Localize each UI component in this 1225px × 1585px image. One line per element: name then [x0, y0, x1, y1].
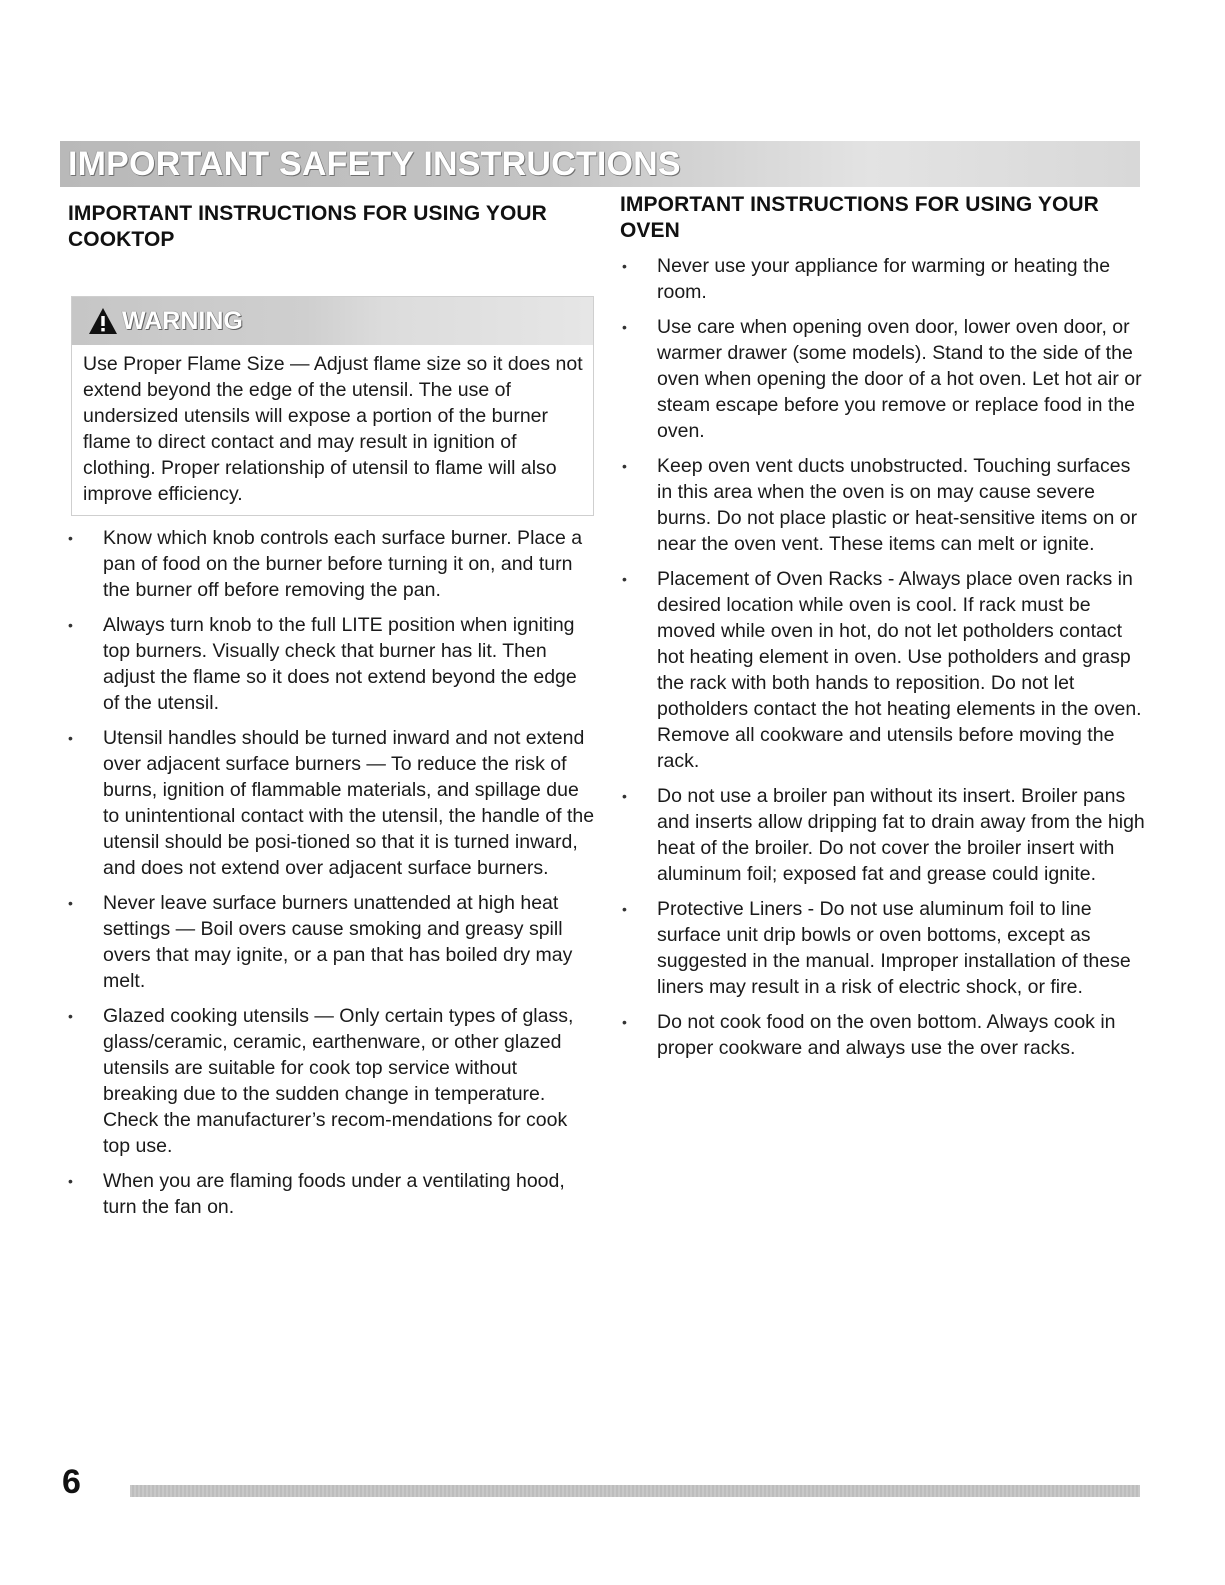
bullet-icon: • — [68, 895, 73, 911]
page-title: IMPORTANT SAFETY INSTRUCTIONS — [68, 145, 681, 183]
list-item: • Placement of Oven Racks - Always place oven racks in desired location while oven is cool. If rack must be moved while oven in hot, do not let potholders contact hot heating element in oven. Use potholders and grasp the rack with both hands to reposition. Do not let potholders contact the hot heating elements in the oven. Remove all cookware and utensils before moving the rack. — [622, 568, 1142, 772]
list-item: • Use care when opening oven door, lower oven door, or warmer drawer (some models). Stand to the side of the oven when opening the door of a hot oven. Let hot air or steam escape before you remove or replace food in the oven. — [622, 316, 1142, 442]
bullet-icon: • — [622, 258, 627, 274]
bullet-icon: • — [68, 1008, 73, 1024]
footer-rule — [130, 1485, 1140, 1497]
bullet-icon: • — [68, 730, 73, 746]
warning-header — [72, 297, 593, 345]
list-item: • Utensil handles should be turned inward and not extend over adjacent surface burners — To reduce the risk of burns, ignition of flammable materials, and spillage due to unintentional contact with the utensil, the handle of the utensil should be posi-tioned so that it is turned inward, and does not extend over adjacent surface burners. — [68, 727, 595, 879]
bullet-icon: • — [68, 617, 73, 633]
list-item: • Never leave surface burners unattended at high heat settings — Boil overs cause smoking and greasy spill overs that may ignite, or a pan that has boiled dry may melt. — [68, 892, 573, 992]
page-banner — [60, 141, 1140, 187]
bullet-icon: • — [68, 530, 73, 546]
list-item: • Keep oven vent ducts unobstructed. Touching surfaces in this area when the oven is on may cause severe burns. Do not place plastic or heat-sensitive items on or near the oven vent. These items can melt or ignite. — [622, 455, 1138, 555]
oven-heading: IMPORTANT INSTRUCTIONS FOR USING YOUR OVEN — [620, 193, 1099, 242]
bullet-icon: • — [622, 458, 627, 474]
list-item: • Never use your appliance for warming or heating the room. — [622, 255, 1111, 303]
warning-box — [71, 296, 594, 516]
list-item: • Always turn knob to the full LITE position when igniting top burners. Visually check that burner has lit. Then adjust the flame so it does not extend beyond the edge of the utensil. — [68, 614, 577, 714]
list-item: • When you are flaming foods under a ventilating hood, turn the fan on. — [68, 1170, 565, 1218]
oven-list — [620, 253, 1150, 1061]
warning-title: WARNING — [122, 307, 243, 335]
oven-column — [620, 192, 1150, 1070]
list-item: • Protective Liners - Do not use aluminum foil to line surface unit drip bowls or oven bottoms, except as suggested in the manual. Improper installation of these liners may result in a risk of electric shock, or fire. — [622, 898, 1131, 998]
bullet-icon: • — [622, 901, 627, 917]
list-item: • Know which knob controls each surface burner. Place a pan of food on the burner before turning it on, and turn the burner off before removing the pan. — [68, 527, 583, 601]
cooktop-heading: IMPORTANT INSTRUCTIONS FOR USING YOUR COOKTOP — [68, 202, 547, 251]
list-item: • Do not use a broiler pan without its insert. Broiler pans and inserts allow dripping fat to drain away from the high heat of the broiler. Do not cover the broiler insert with aluminum foil; exposed fat and grease could ignite. — [622, 785, 1145, 885]
page-number: 6 — [62, 1463, 81, 1501]
list-item: • Glazed cooking utensils — Only certain types of glass, glass/ceramic, ceramic, earthenware, or other glazed utensils are suitable for cook top service without breaking due to the sudden change in temperature. Check the manufacturer’s recom-mendations for cook top use. — [68, 1005, 574, 1157]
bullet-icon: • — [622, 788, 627, 804]
warning-triangle-icon — [88, 307, 118, 335]
bullet-icon: • — [68, 1173, 73, 1189]
bullet-icon: • — [622, 319, 627, 335]
bullet-icon: • — [622, 1014, 627, 1030]
bullet-icon: • — [622, 571, 627, 587]
warning-text: Use Proper Flame Size — Adjust flame size so it does not extend beyond the edge of the utensil. The use of undersized utensils will expose a portion of the burner flame to direct contact and may result in ignition of clothing. Proper relationship of utensil to flame will also improve efficiency. — [83, 353, 583, 505]
cooktop-list — [66, 525, 596, 1229]
list-item: • Do not cook food on the oven bottom. Always cook in proper cookware and always use the over racks. — [622, 1011, 1116, 1059]
cooktop-column — [68, 192, 593, 253]
